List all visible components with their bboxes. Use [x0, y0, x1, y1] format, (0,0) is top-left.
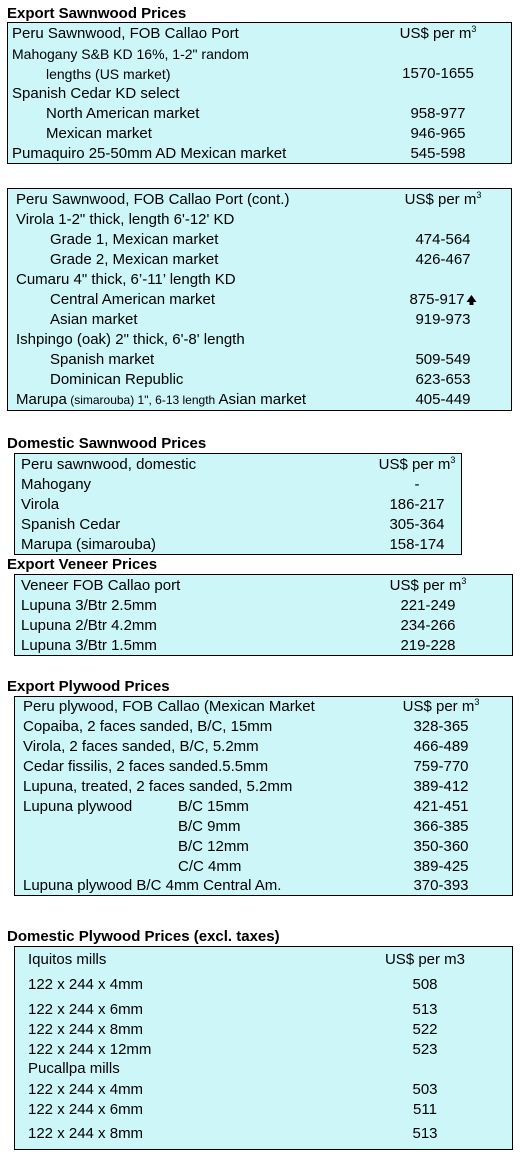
table-row	[8, 290, 511, 310]
header-label: Peru Sawnwood, FOB Callao Port (cont.)	[16, 191, 290, 208]
export-sawnwood-table	[7, 22, 512, 164]
table-row	[15, 1100, 512, 1120]
row-label: Dominican Republic	[50, 371, 184, 388]
table-row	[15, 455, 461, 475]
header-label: Peru plywood, FOB Callao (Mexican Market	[23, 698, 315, 715]
table-row	[15, 1059, 512, 1079]
table-row	[15, 1124, 512, 1144]
row-value: -	[414, 476, 420, 493]
row-label: Mahogany	[21, 476, 92, 493]
row-value: 509-549	[415, 351, 471, 368]
row-label: 122 x 244 x 6mm	[28, 1001, 144, 1018]
table-row	[8, 24, 511, 44]
table-row	[15, 495, 461, 515]
row-value: 305-364	[389, 516, 445, 533]
row-value-with-icon: 875-917	[409, 290, 476, 310]
row-label: 122 x 244 x 12mm	[28, 1041, 152, 1058]
up-arrow-icon	[467, 295, 477, 302]
table-row	[8, 84, 511, 104]
row-label: Ishpingo (oak) 2" thick, 6'-8' length	[16, 331, 245, 348]
row-label: Pumaquiro 25-50mm AD Mexican market	[12, 145, 287, 162]
table-row	[15, 576, 512, 596]
header-label: Peru Sawnwood, FOB Callao Port	[12, 25, 239, 42]
table-row	[8, 370, 511, 390]
header-label: Iquitos mills	[28, 951, 107, 968]
table-row	[8, 104, 511, 124]
row-label: Virola	[21, 496, 60, 513]
row-value: 234-266	[400, 617, 456, 634]
row-label: 122 x 244 x 4mm	[28, 976, 144, 993]
table-row	[15, 535, 461, 555]
table-row	[8, 64, 511, 84]
unit-header: US$ per $m^3$	[389, 576, 467, 594]
row-label: Cedar fissilis, 2 faces sanded.5.5mm	[23, 758, 269, 775]
row-value: 370-393	[413, 877, 469, 894]
row-label: Virola, 2 faces sanded, B/C, 5.2mm	[23, 738, 259, 755]
row-value: 426-467	[415, 251, 471, 268]
table-row	[15, 777, 512, 797]
unit-header: US$ per $m^3$	[378, 455, 456, 473]
table-row	[15, 737, 512, 757]
domestic-sawnwood-table	[14, 453, 462, 555]
row-label: 122 x 244 x 8mm	[28, 1021, 144, 1038]
row-label: Lupuna, treated, 2 faces sanded, 5.2mm	[23, 778, 293, 795]
table-row	[15, 950, 512, 970]
row-value: 366-385	[413, 818, 469, 835]
table-row	[15, 837, 512, 857]
row-label: Spanish Cedar KD select	[12, 85, 180, 102]
row-value: 759-770	[413, 758, 469, 775]
table-row	[8, 350, 511, 370]
row-label: Spanish market	[50, 351, 155, 368]
row-label: Lupuna 3/Btr 1.5mm	[21, 637, 157, 654]
row-value: 919-973	[415, 311, 471, 328]
row-value: 389-412	[413, 778, 469, 795]
row-label: Lupuna 3/Btr 2.5mm	[21, 597, 157, 614]
table-row	[8, 230, 511, 250]
export-veneer-title: Export Veneer Prices	[7, 556, 158, 573]
export-sawnwood-cont-table	[7, 188, 512, 411]
row-value: 328-365	[413, 718, 469, 735]
table-row	[15, 717, 512, 737]
row-label: 122 x 244 x 8mm	[28, 1125, 144, 1142]
row-value: 474-564	[415, 231, 471, 248]
row-value: 513	[412, 1001, 438, 1018]
table-row	[15, 1020, 512, 1040]
table-row	[15, 797, 512, 817]
row-label: Copaiba, 2 faces sanded, B/C, 15mm	[23, 718, 273, 735]
header-label: Veneer FOB Callao port	[21, 577, 181, 594]
table-row	[8, 124, 511, 144]
domestic-sawnwood-title: Domestic Sawnwood Prices	[7, 435, 207, 452]
row-value: 511	[413, 1101, 437, 1118]
row-value: 1570-1655	[402, 65, 474, 82]
unit-header: US$ per $m^3$	[399, 24, 477, 42]
table-row	[8, 190, 511, 210]
row-label: Mahogany S&B KD 16%, 1-2" random	[12, 46, 249, 62]
export-sawnwood-title: Export Sawnwood Prices	[7, 5, 187, 22]
row-value: 946-965	[410, 125, 466, 142]
table-row	[15, 616, 512, 636]
row-label: 122 x 244 x 6mm	[28, 1101, 144, 1118]
row-value: 513	[412, 1125, 438, 1142]
unit-header: US$ per $m^3$	[404, 190, 482, 208]
row-value: 405-449	[415, 391, 471, 408]
export-plywood-table	[14, 696, 513, 896]
row-value: 389-425	[413, 858, 469, 875]
row-value: 221-249	[400, 597, 456, 614]
row-label: Lupuna plywood	[23, 798, 133, 815]
row-value: 350-360	[413, 838, 469, 855]
row-label: Marupa (simarouba)	[21, 536, 157, 553]
table-row	[8, 270, 511, 290]
table-row	[15, 1040, 512, 1060]
table-row	[8, 330, 511, 350]
table-row	[8, 250, 511, 270]
table-row	[15, 757, 512, 777]
header-label: Peru sawnwood, domestic	[21, 456, 197, 473]
table-row	[15, 817, 512, 837]
row-value: 523	[412, 1041, 438, 1058]
table-row	[8, 210, 511, 230]
row-value: 158-174	[389, 536, 445, 553]
table-row	[15, 1080, 512, 1100]
row-value: 219-228	[400, 637, 456, 654]
row-sublabel: B/C 15mm	[178, 798, 249, 815]
row-label: Mexican market	[46, 125, 152, 142]
table-row	[15, 1000, 512, 1020]
table-row	[15, 975, 512, 995]
table-row	[8, 44, 511, 64]
row-value: 466-489	[413, 738, 469, 755]
row-value: 186-217	[389, 496, 445, 513]
table-row	[15, 876, 512, 896]
row-label: 122 x 244 x 4mm	[28, 1081, 144, 1098]
row-value: 421-451	[413, 798, 469, 815]
row-label: Virola 1-2" thick, length 6'-12' KD	[16, 211, 235, 228]
row-label: Grade 2, Mexican market	[50, 251, 219, 268]
unit-header: US$ per $m^3$	[402, 697, 480, 715]
table-row	[8, 310, 511, 330]
row-label: Spanish Cedar	[21, 516, 121, 533]
row-label: Lupuna 2/Btr 4.2mm	[21, 617, 157, 634]
row-label: Central American market	[50, 291, 216, 308]
domestic-plywood-title: Domestic Plywood Prices (excl. taxes)	[7, 928, 280, 945]
row-value: 522	[412, 1021, 438, 1038]
table-row	[15, 857, 512, 877]
row-value: 623-653	[415, 371, 471, 388]
row-label: Marupa (simarouba) 1", 6-13 length Asian market	[16, 391, 307, 408]
row-label: North American market	[46, 105, 200, 122]
unit-header: US$ per m3	[384, 951, 466, 968]
row-sublabel: C/C 4mm	[178, 858, 242, 875]
row-label: lengths (US market)	[46, 66, 171, 82]
table-row	[15, 475, 461, 495]
row-label: Asian market	[50, 311, 138, 328]
row-label: Grade 1, Mexican market	[50, 231, 219, 248]
row-value: 508	[412, 976, 438, 993]
table-row	[15, 697, 512, 717]
row-value: 545-598	[410, 145, 466, 162]
row-label: Pucallpa mills	[28, 1060, 120, 1077]
export-plywood-title: Export Plywood Prices	[7, 678, 170, 695]
table-row	[15, 636, 512, 656]
domestic-plywood-table	[14, 946, 513, 1150]
export-veneer-table	[14, 574, 513, 656]
table-row	[15, 515, 461, 535]
row-value: 503	[412, 1081, 438, 1098]
row-sublabel: B/C 9mm	[178, 818, 241, 835]
table-row	[8, 390, 511, 410]
table-row	[8, 144, 511, 164]
row-value: 958-977	[410, 105, 466, 122]
row-label: Cumaru 4" thick, 6’-11’ length KD	[16, 271, 236, 288]
row-sublabel: B/C 12mm	[178, 838, 249, 855]
row-label: Lupuna plywood B/C 4mm Central Am.	[23, 877, 282, 894]
table-row	[15, 596, 512, 616]
